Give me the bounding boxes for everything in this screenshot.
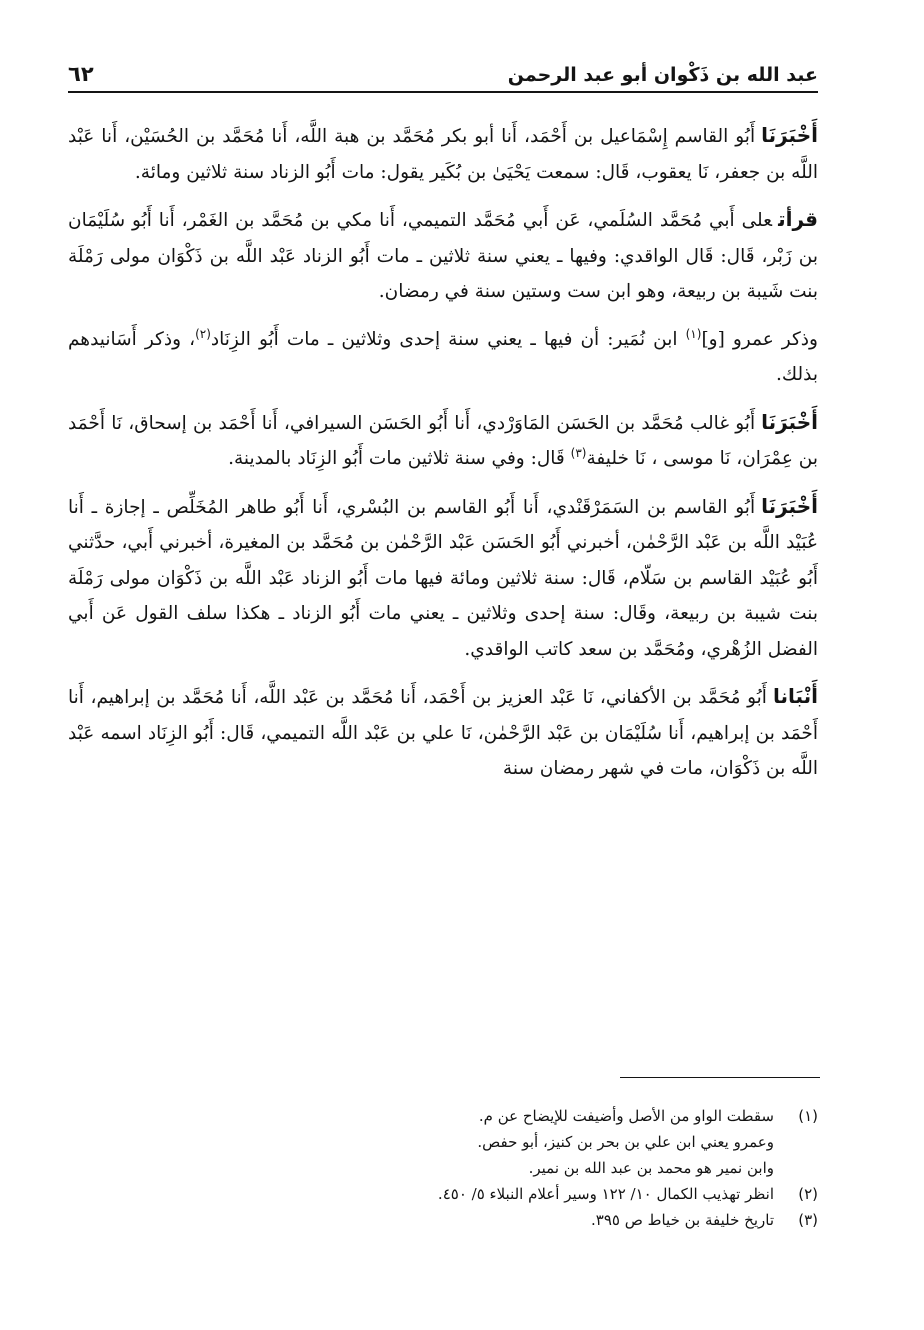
page-header <box>68 52 818 86</box>
page-number: ٦٢ <box>68 62 94 86</box>
paragraph-lead-word: أَخْبَرَنَا <box>761 123 818 147</box>
paragraph-1 <box>68 118 818 190</box>
paragraph-lead-word: أَخْبَرَنَا <box>761 409 818 434</box>
paragraph-lead-word: قرأت <box>778 207 818 231</box>
footnote-number: (٣) <box>798 1211 818 1229</box>
footnote-number <box>774 1129 818 1155</box>
paragraph-text: أَبُو القاسم إِسْمَاعيل بن أَحْمَد، أَنا أبو بكر مُحَمَّد بن هبة اللَّه، أَنا مُحَمَّد بن الحُسَيْن، أَنا عَبْد اللَّه بن جعفر، نَا يعقوب، قَال: سمعت يَحْيَىٰ بن بُكَير يقول: مات أَبُو الزناد سنة ثلاثين ومائة. <box>68 126 818 183</box>
footnote-number: (٢) <box>798 1185 818 1203</box>
footnote-text: انظر تهذيب الكمال ١٠/ ١٢٢ وسير أعلام النبلاء ٥/ ٤٥٠. <box>437 1185 774 1203</box>
running-title: عبد الله بن ذَكْوان أبو عبد الرحمن <box>507 64 818 86</box>
paragraph-text: أَبُو غالب مُحَمَّد بن الحَسَن المَاوَرْدي، أَنا أَبُو الحَسَن السيرافي، أَنا أَحْمَد بن إسحاق، نَا أَحْمَد بن عِمْرَان، نَا موسى ، نَا خليفة <box>68 412 818 469</box>
paragraph-6 <box>68 679 818 787</box>
footnote-text: وابن نمير هو محمد بن عبد الله بن نمير. <box>528 1159 774 1177</box>
paragraph-text: ابن نُمَير: أن فيها ـ يعني سنة إحدى وثلاثين ـ مات أَبُو الزِنَاد <box>210 328 686 350</box>
paragraph-text: أَبُو مُحَمَّد بن الأكفاني، نَا عَبْد العزيز بن أَحْمَد، أَنا مُحَمَّد بن عَبْد اللَّه، أَنا مُحَمَّد بن إبراهيم، أَنا أَحْمَد بن إبراهيم، أَنا سُلَيْمَان بن عَبْد الرَّحْمٰن، نَا علي بن عَبْد اللَّه التميمي، قَال: أَبُو الزِنَاد اسمه عَبْد اللَّه بن ذَكْوَان، مات في شهر رمضان سنة <box>68 687 818 779</box>
paragraph-text: قَال: وفي سنة ثلاثين مات أَبُو الزِنَاد بالمدينة. <box>228 448 571 469</box>
footnotes <box>68 1103 818 1233</box>
paragraph-4 <box>68 405 818 477</box>
footnote-text: سقطت الواو من الأصل وأضيفت للإيضاح عن م. <box>478 1107 774 1125</box>
footnote-item <box>68 1103 818 1129</box>
footnote-text: وعمرو يعني ابن علي بن بحر بن كنيز، أبو حفص. <box>477 1133 774 1151</box>
paragraph-text: على أَبي مُحَمَّد السُلَمي، عَن أَبي مُحَمَّد التميمي، أَنا مكي بن مُحَمَّد بن الغَمْر، أَنا أَبُو سُلَيْمَان بن زَبْر، قَال: قَال الواقدي: وفيها ـ يعني سنة ثلاثين ـ مات أَبُو الزناد عَبْد اللَّه بن ذَكْوَان مولى رَمْلَة بنت شَيبة بن ربيعة، وهو ابن ست وستين سنة في رمضان. <box>68 210 818 302</box>
footnote-item <box>68 1181 818 1207</box>
footnote-item <box>68 1155 818 1181</box>
footnote-text: تاريخ خليفة بن خياط ص ٣٩٥. <box>590 1211 774 1229</box>
footnote-ref-2[interactable]: (٢) <box>195 326 211 341</box>
footnote-number: (١) <box>798 1107 818 1125</box>
paragraph-3 <box>68 322 818 393</box>
footnote-item <box>68 1207 818 1233</box>
footnote-item <box>68 1129 818 1155</box>
paragraph-text: ، وذكر أَسَانيدهم بذلك. <box>68 328 818 385</box>
paragraph-lead-word: أَنْبَانا <box>772 684 818 708</box>
paragraph-text: أَبُو القاسم بن السَمَرْقَنْدي، أَنا أَبُو القاسم بن البُسْري، أَنا أَبُو طاهر المُخَلِّص ـ إجازة ـ أَنا عُبَيْد اللَّه بن عَبْد الرَّحْمٰن، أخبرني أَبُو الحَسَن عَبْد الرَّحْمٰن بن مُحَمَّد بن المغيرة، أخبرني أَبي، حدَّثني أَبُو عُبَيْد القاسم بن سَلّام، قَال: سنة ثلاثين ومائة فيها مات أَبُو الزناد عَبْد اللَّه بن ذَكْوَان مولى رَمْلَة بنت شيبة بن ربيعة، وقَال: سنة إحدى وثلاثين ـ يعني مات أَبُو الزناد ـ هكذا سلف القول عَن أَبي الفضل الزُهْري، ومُحَمَّد بن سعد كاتب الواقدي. <box>68 496 818 660</box>
paragraph-2 <box>68 202 818 310</box>
paragraph-text: وذكر عمرو [و] <box>701 328 818 350</box>
footnote-number <box>774 1155 818 1181</box>
paragraph-lead-word: أَخْبَرَنَا <box>761 493 818 518</box>
main-text <box>68 118 818 799</box>
footnote-ref-1[interactable]: (١) <box>685 326 702 341</box>
footnote-ref-3[interactable]: (٣) <box>570 445 587 460</box>
footnote-divider <box>620 1077 820 1078</box>
paragraph-5 <box>68 489 818 668</box>
header-divider <box>68 91 818 93</box>
